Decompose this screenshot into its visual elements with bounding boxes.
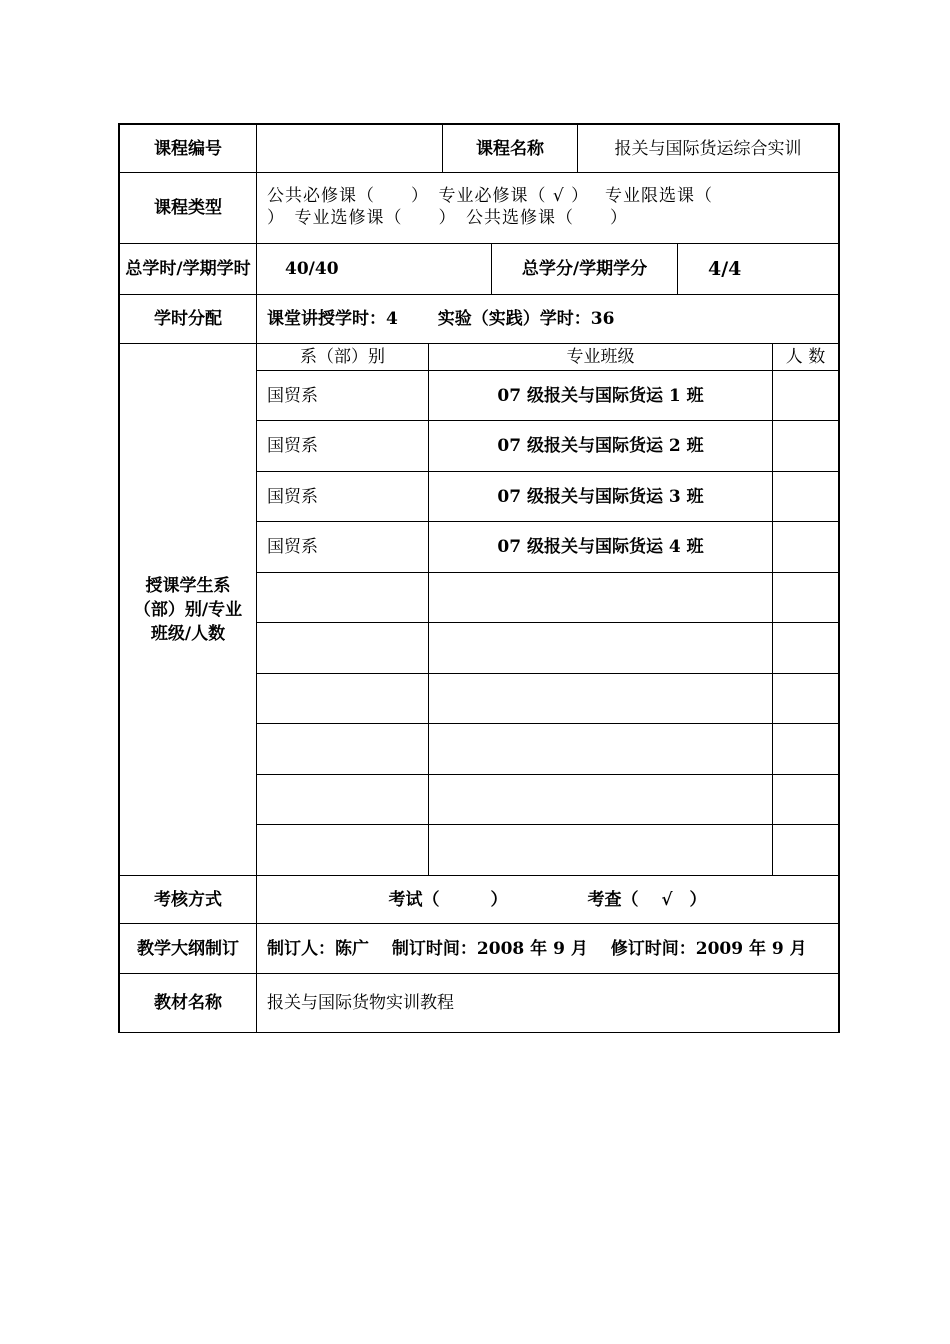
- student-row-2-class: 07 级报关与国际货运 2 班: [497, 436, 704, 456]
- course-name-value: 报关与国际货运综合实训: [614, 138, 802, 159]
- assessment-exam: 考试（ ）: [388, 889, 508, 910]
- student-row-3-dept: 国贸系: [267, 486, 318, 507]
- course-type-line-2: ） 专业选修课（ ） 公共选修课（ ）: [267, 208, 628, 228]
- course-code-label: 课程编号: [154, 138, 222, 159]
- student-row-2-dept: 国贸系: [267, 436, 318, 456]
- student-row-3-count: [773, 472, 838, 521]
- total-hours-value: 40/40: [285, 259, 339, 279]
- student-row-2-count: [773, 421, 838, 471]
- total-hours-label: 总学时/学期学时: [125, 259, 251, 279]
- total-credits-label: 总学分/学期学分: [521, 259, 648, 279]
- count-column-header: 人 数: [785, 347, 826, 367]
- syllabus-label: 教学大纲制订: [137, 938, 239, 959]
- class-column-header: 专业班级: [566, 347, 635, 367]
- textbook-value: 报关与国际货物实训教程: [267, 993, 454, 1013]
- assessment-options: [257, 876, 838, 923]
- dept-column-header: 系（部）别: [300, 347, 385, 367]
- course-type-options: [257, 173, 838, 243]
- hours-allocation-label: 学时分配: [154, 309, 222, 329]
- student-row-3-class: 07 级报关与国际货运 3 班: [497, 486, 704, 507]
- student-row-1-dept: 国贸系: [267, 385, 318, 406]
- course-info-table: [118, 123, 840, 1033]
- course-code-value: [257, 125, 442, 172]
- course-type-line-1: 公共必修课（ ） 专业必修课（ √ ） 专业限选课（: [267, 186, 714, 206]
- hours-allocation-value: 课堂讲授学时：4 实验（实践）学时：36: [267, 309, 615, 329]
- student-row-1-count: [773, 371, 838, 420]
- course-type-label: 课程类型: [154, 198, 222, 218]
- total-credits-value: 4/4: [708, 258, 742, 280]
- students-label: 授课学生系（部）别/专业班级/人数: [133, 575, 243, 644]
- student-row-1-class: 07 级报关与国际货运 1 班: [497, 385, 704, 406]
- textbook-label: 教材名称: [154, 993, 222, 1013]
- course-name-label: 课程名称: [476, 138, 544, 159]
- assessment-check: 考查（ √ ）: [587, 889, 707, 910]
- assessment-label: 考核方式: [154, 889, 222, 910]
- student-row-4-count: [773, 522, 838, 572]
- student-row-4-class: 07 级报关与国际货运 4 班: [497, 537, 704, 557]
- syllabus-value: 制订人：陈广 制订时间：2008 年 9 月 修订时间：2009 年 9 月: [267, 938, 807, 959]
- student-row-4-dept: 国贸系: [267, 537, 318, 557]
